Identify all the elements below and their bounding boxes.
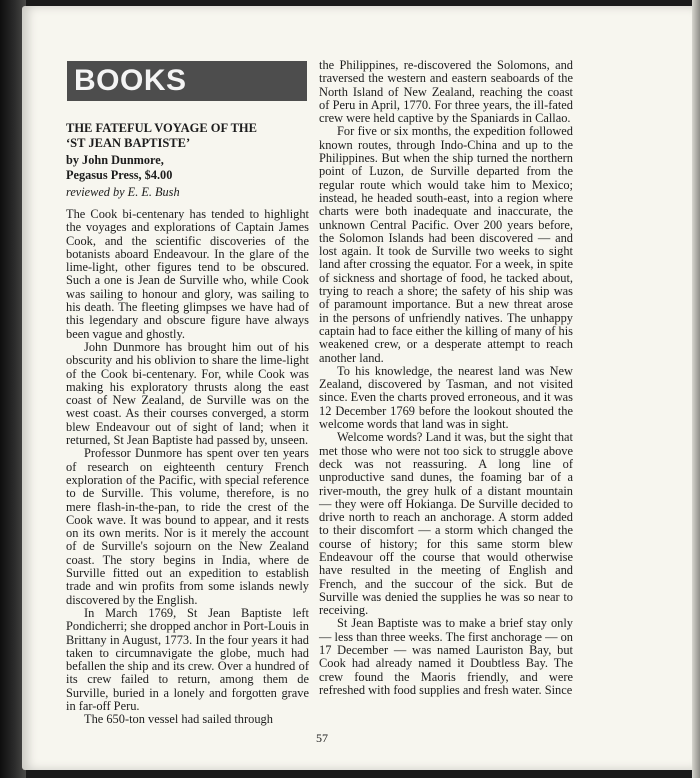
- right-column: [319, 59, 573, 697]
- paragraph: For five or six months, the expedition followed known routes, through Indo-China and up to the Philippines. But when the ship turned the northern point of Luzon, de Surville departed from the regular route which would take him to Mexico; instead, he headed south-east, into a region where charts were both inadequate and inaccurate, the unknown Central Pacific. Over 200 years before, the Solomon Islands had been discovered — and lost again. It took de Surville two weeks to sight land after crossing the equator. For a week, in spite of sickness and shortage of food, he tacked about, trying to reach a shore; the safety of his ship was of paramount importance. But a new threat arose in the persons of unfriendly natives. The unhappy captain had to face either the killing of many of his weakened crew, or a desperate attempt to reach another land.: [319, 124, 573, 365]
- author-credit: [66, 153, 306, 183]
- section-label: BOOKS: [74, 64, 187, 97]
- title-line: ‘ST JEAN BAPTISTE’: [66, 136, 191, 150]
- paragraph: St Jean Baptiste was to make a brief stay only — less than three weeks. The first anchorage — on 17 December — was named Lauriston Bay, but Cook had already named it Doubtless Bay. The crew found the Maoris friendly, and were refreshed with food supplies and fresh water. Since: [319, 616, 573, 697]
- paragraph: Welcome words? Land it was, but the sight that met those who were not too sick to struggle above deck was not reassuring. A long line of unproductive sand dunes, the foaming bar of a river-mouth, the grey hulk of a distant mountain — they were off Hokianga. De Surville decided to drive north to reach an anchorage. A storm added to their discomfort — a storm which changed the course of history; for this same storm blew Endeavour off the course that would otherwise have resulted in the meeting of English and French, and the succour of the sick. But de Surville was denied the supplies he was so near to receiving.: [319, 430, 573, 618]
- section-banner: [67, 61, 307, 101]
- paragraph: John Dunmore has brought him out of his obscurity and his oblivion to share the lime-light of the Cook bi-centenary. For, while Cook was making his exploratory thrusts along the east coast of New Zealand, de Surville was on the west coast. As their courses converged, a storm blew Endeavour out of sight of land; when it returned, St Jean Baptiste had passed by, unseen.: [66, 339, 309, 448]
- paragraph: The 650-ton vessel had sailed through: [84, 712, 273, 727]
- article-title: [66, 121, 306, 151]
- page-edge: [692, 0, 700, 778]
- publisher-line: Pegasus Press, $4.00: [66, 168, 173, 182]
- left-column: [66, 208, 309, 727]
- reviewer-credit: reviewed by E. E. Bush: [66, 185, 180, 199]
- paragraph: Professor Dunmore has spent over ten years of research on eighteenth century French exploration of the Pacific, with special reference to de Surville. This volume, therefore, is no mere flash-in-the-pan, to ride the crest of the Cook wave. It was bound to appear, and it rests on its own merits. Nor is it merely the account of de Surville's sojourn on the New Zealand coast. The story begins in India, where de Surville fitted out an expedition to establish trade and win profits from some islands newly discovered by the English.: [66, 446, 309, 607]
- paragraph: the Philippines, re-discovered the Solomons, and traversed the western and eastern seaboards of the North Island of New Zealand, reaching the coast of Peru in April, 1770. For three years, the ill-fated crew were held captive by the Spaniards in Callao.: [319, 58, 573, 126]
- paragraph: To his knowledge, the nearest land was New Zealand, discovered by Tasman, and not visited since. Even the charts proved erroneous, and it was 12 December 1769 before the lookout shouted the welcome words that land was in sight.: [319, 363, 573, 432]
- paragraph: The Cook bi-centenary has tended to highlight the voyages and explorations of Captain James Cook, and the scientific discoveries of the botanists aboard Endeavour. In the glare of the lime-light, other figures tend to be obscured. Such a one is Jean de Surville who, while Cook was sailing to honour and glory, was sailing to his death. The fleeting glimpses we have had of this legendary and obscure figure have always been vague and ghostly.: [66, 207, 309, 341]
- page-number: 57: [316, 731, 328, 745]
- author-line: by John Dunmore,: [66, 153, 164, 167]
- paragraph: In March 1769, St Jean Baptiste left Pondicherri; she dropped anchor in Port-Louis in Brittany in August, 1773. In the four years it had taken to circumnavigate the globe, much had befallen the ship and its crew. Over a hundred of its crew failed to return, among them de Surville, buried in a lonely and forgotten grave in far-off Peru.: [66, 605, 309, 713]
- title-line: THE FATEFUL VOYAGE OF THE: [66, 121, 257, 135]
